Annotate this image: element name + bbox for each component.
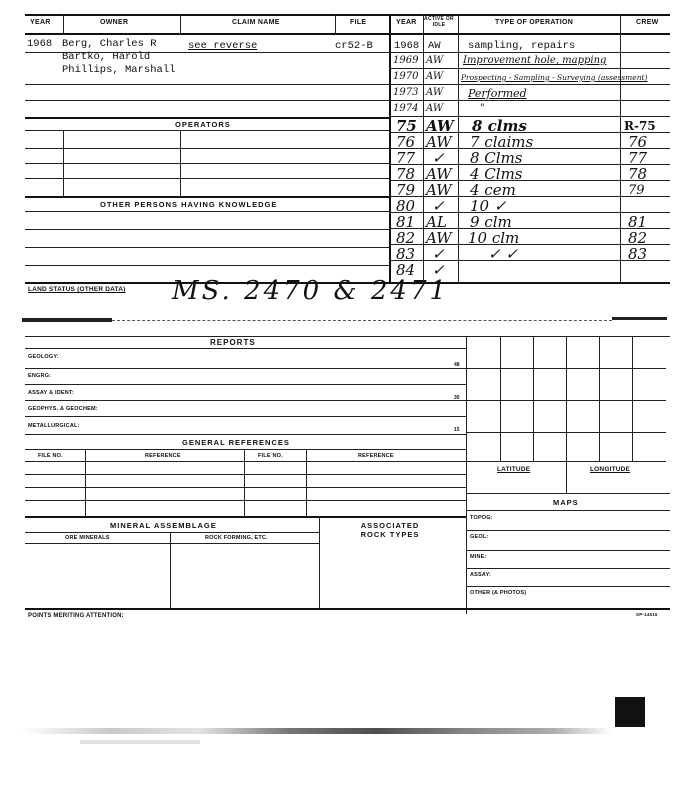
reports-right-border	[466, 336, 467, 614]
activity-year: 1974	[393, 103, 419, 114]
form-number: SP-14615	[636, 612, 658, 617]
activity-status: AW	[426, 103, 444, 114]
col-divider	[63, 130, 64, 196]
row-rule	[466, 530, 670, 531]
bottom-rule	[25, 608, 670, 610]
col-divider	[63, 14, 64, 34]
activity-rule	[389, 84, 670, 85]
map-geol: GEOL:	[470, 534, 489, 540]
header-bottom-rule	[25, 33, 670, 35]
owner-line-3: Phillips, Marshall	[62, 64, 176, 76]
col-divider	[180, 14, 181, 34]
row-rule	[466, 510, 670, 511]
col-divider	[170, 532, 171, 608]
owner-line-1: Berg, Charles R	[62, 38, 157, 50]
row-rule	[25, 117, 389, 119]
activity-year: 81	[396, 213, 416, 231]
report-engrg: ENGRG:	[28, 373, 52, 379]
row-rule	[25, 449, 466, 450]
row-rule	[25, 434, 466, 435]
activity-rule	[389, 68, 670, 69]
row-rule	[25, 247, 389, 248]
activity-crew: 82	[628, 229, 648, 247]
header-year-2: YEAR	[396, 19, 417, 26]
associated-rock-types: ASSOCIATED ROCK TYPES	[360, 521, 420, 539]
activity-operation: 9 clm	[470, 213, 512, 231]
col-divider	[458, 14, 459, 34]
row-rule	[25, 229, 389, 230]
row-rule	[25, 130, 389, 131]
activity-operation: Performed	[468, 87, 527, 100]
scan-artifact	[22, 728, 612, 734]
activity-rule	[389, 52, 670, 53]
activity-crew: 78	[628, 165, 648, 183]
row-rule	[466, 586, 670, 587]
col-divider	[335, 14, 336, 34]
activity-status: AW	[426, 71, 444, 82]
reports-title: REPORTS	[210, 338, 256, 347]
ref-col-reference-2: REFERENCE	[358, 453, 394, 459]
activity-status: AW	[426, 87, 444, 98]
col-divider	[85, 449, 86, 516]
activity-operation: 4 Clms	[470, 165, 523, 183]
row-rule	[25, 100, 389, 101]
rock-forming: ROCK FORMING, ETC.	[205, 535, 268, 541]
map-mine: MINE:	[470, 554, 487, 560]
row-rule	[25, 500, 466, 501]
scan-streak	[22, 318, 112, 322]
activity-year: 84	[396, 261, 416, 279]
activity-status: AW	[426, 229, 452, 247]
activity-operation: "	[480, 103, 485, 114]
activity-year: 83	[396, 245, 416, 263]
ref-col-file-no-2: FILE NO.	[258, 453, 283, 459]
other-persons-title: OTHER PERSONS HAVING KNOWLEDGE	[100, 200, 278, 209]
activity-year: 76	[396, 133, 416, 151]
row-rule	[25, 348, 466, 349]
scan-artifact-block	[615, 697, 645, 727]
row-rule	[25, 211, 389, 212]
activity-status: AW	[426, 133, 452, 151]
activity-year: 75	[396, 117, 417, 135]
row-rule	[466, 568, 670, 569]
activity-operation: 8 Clms	[470, 149, 523, 167]
row-rule	[25, 400, 466, 401]
top-rule	[25, 14, 670, 16]
grid-line	[466, 461, 666, 462]
header-file: FILE	[350, 19, 367, 26]
report-geophys: GEOPHYS. & GEOCHEM:	[28, 406, 98, 412]
activity-status: ✓	[432, 149, 445, 167]
activity-status: ✓	[432, 261, 445, 279]
latitude-label: LATITUDE	[497, 466, 531, 473]
report-geology: GEOLOGY:	[28, 354, 59, 360]
grid-line	[466, 368, 666, 369]
activity-crew: 79	[628, 183, 645, 198]
activity-year: 80	[396, 197, 416, 215]
mineral-title: MINERAL ASSEMBLAGE	[110, 521, 217, 530]
activity-crew: R-75	[624, 119, 656, 133]
activity-crew: 83	[628, 245, 648, 263]
reports-top-rule	[25, 336, 670, 337]
map-topog: TOPOG:	[470, 515, 493, 521]
scan-artifact	[80, 740, 200, 744]
header-crew: CREW	[636, 19, 659, 26]
row-rule	[25, 368, 466, 369]
activity-rule	[389, 100, 670, 101]
activity-status: AL	[426, 213, 447, 231]
activity-operation: ✓ ✓	[488, 245, 518, 263]
grid-line	[599, 336, 600, 461]
claim-name: see reverse	[188, 40, 258, 52]
row-rule	[25, 52, 389, 53]
activity-operation: 10 ✓	[470, 197, 507, 215]
activity-operation: sampling, repairs	[468, 40, 576, 52]
owner-year: 1968	[27, 38, 53, 50]
row-rule	[25, 178, 389, 179]
ore-minerals: ORE MINERALS	[65, 535, 110, 541]
row-rule	[466, 550, 670, 551]
claim-file: cr52-B	[335, 40, 373, 52]
activity-operation: 10 clm	[468, 229, 520, 247]
grid-line	[632, 336, 633, 461]
longitude-label: LONGITUDE	[590, 466, 631, 473]
activity-crew: 76	[628, 133, 648, 151]
grid-line	[566, 336, 567, 493]
maps-title: MAPS	[553, 498, 579, 507]
activity-year: 1968	[394, 40, 420, 52]
activity-status: ✓	[432, 245, 445, 263]
activity-operation: 4 cem	[470, 181, 516, 199]
ref-col-file-no: FILE NO.	[38, 453, 63, 459]
row-rule	[25, 84, 389, 85]
row-rule	[25, 474, 466, 475]
row-rule	[25, 516, 466, 518]
header-owner: OWNER	[100, 19, 129, 26]
row-rule	[25, 163, 389, 164]
grid-line	[500, 336, 501, 461]
col-divider	[423, 14, 424, 34]
activity-status: ✓	[432, 197, 445, 215]
col-divider	[620, 14, 621, 34]
activity-status: AW	[426, 55, 444, 66]
activity-operation: 8 clms	[472, 117, 527, 135]
grid-line	[466, 432, 666, 433]
col-divider	[319, 516, 320, 608]
activity-year: 1969	[393, 55, 419, 66]
row-rule	[25, 416, 466, 417]
scan-streak	[612, 317, 667, 320]
report-metallurgical: METALLURGICAL:	[28, 423, 80, 429]
grid-line	[533, 336, 534, 461]
activity-operation: Prospecting - Sampling - Surveying (assessment)	[461, 73, 648, 82]
header-year: YEAR	[30, 19, 51, 26]
row-rule	[25, 148, 389, 149]
activity-status: AW	[426, 165, 452, 183]
grid-line	[466, 400, 666, 401]
owner-line-2: Bartko, Harold	[62, 51, 151, 63]
col-divider	[306, 449, 307, 516]
operators-title: OPERATORS	[175, 120, 231, 129]
activity-status: AW	[426, 117, 454, 135]
scan-streak	[112, 320, 612, 321]
header-claim-name: CLAIM NAME	[232, 19, 280, 26]
row-rule	[25, 196, 389, 198]
activity-year: 1973	[393, 87, 419, 98]
row-rule	[25, 532, 319, 533]
row-rule	[25, 487, 466, 488]
activity-operation: 7 claims	[470, 133, 534, 151]
row-rule	[25, 265, 389, 266]
row-rule	[25, 543, 319, 544]
activity-year: 82	[396, 229, 416, 247]
report-num: 30	[454, 395, 460, 401]
ref-col-reference: REFERENCE	[145, 453, 181, 459]
activity-status: AW	[426, 181, 452, 199]
general-refs-title: GENERAL REFERENCES	[182, 438, 290, 447]
activity-crew: 81	[628, 213, 648, 231]
land-status-value: MS. 2470 & 2471	[172, 276, 450, 306]
report-num: 15	[454, 427, 460, 433]
activity-year: 77	[396, 149, 416, 167]
header-type-of-operation: TYPE OF OPERATION	[495, 19, 574, 26]
header-active-idle: ACTIVE OR IDLE	[424, 16, 454, 28]
map-other: OTHER (& PHOTOS)	[470, 590, 527, 596]
col-divider	[244, 449, 245, 516]
activity-year: 1970	[393, 71, 419, 82]
col-divider	[180, 130, 181, 196]
row-rule	[25, 461, 466, 462]
activity-year: 78	[396, 165, 416, 183]
report-num: 48	[454, 362, 460, 368]
report-assay: ASSAY & IDENT:	[28, 390, 74, 396]
activity-operation: Improvement hole, mapping	[463, 55, 607, 66]
land-status-label: LAND STATUS (OTHER DATA)	[28, 286, 126, 293]
row-rule	[25, 384, 466, 385]
points-meriting-attention: POINTS MERITING ATTENTION:	[28, 613, 124, 619]
activity-year: 79	[396, 181, 416, 199]
activity-crew: 77	[628, 149, 648, 167]
map-assay: ASSAY:	[470, 572, 492, 578]
row-rule	[466, 493, 670, 494]
activity-status: AW	[428, 40, 441, 52]
